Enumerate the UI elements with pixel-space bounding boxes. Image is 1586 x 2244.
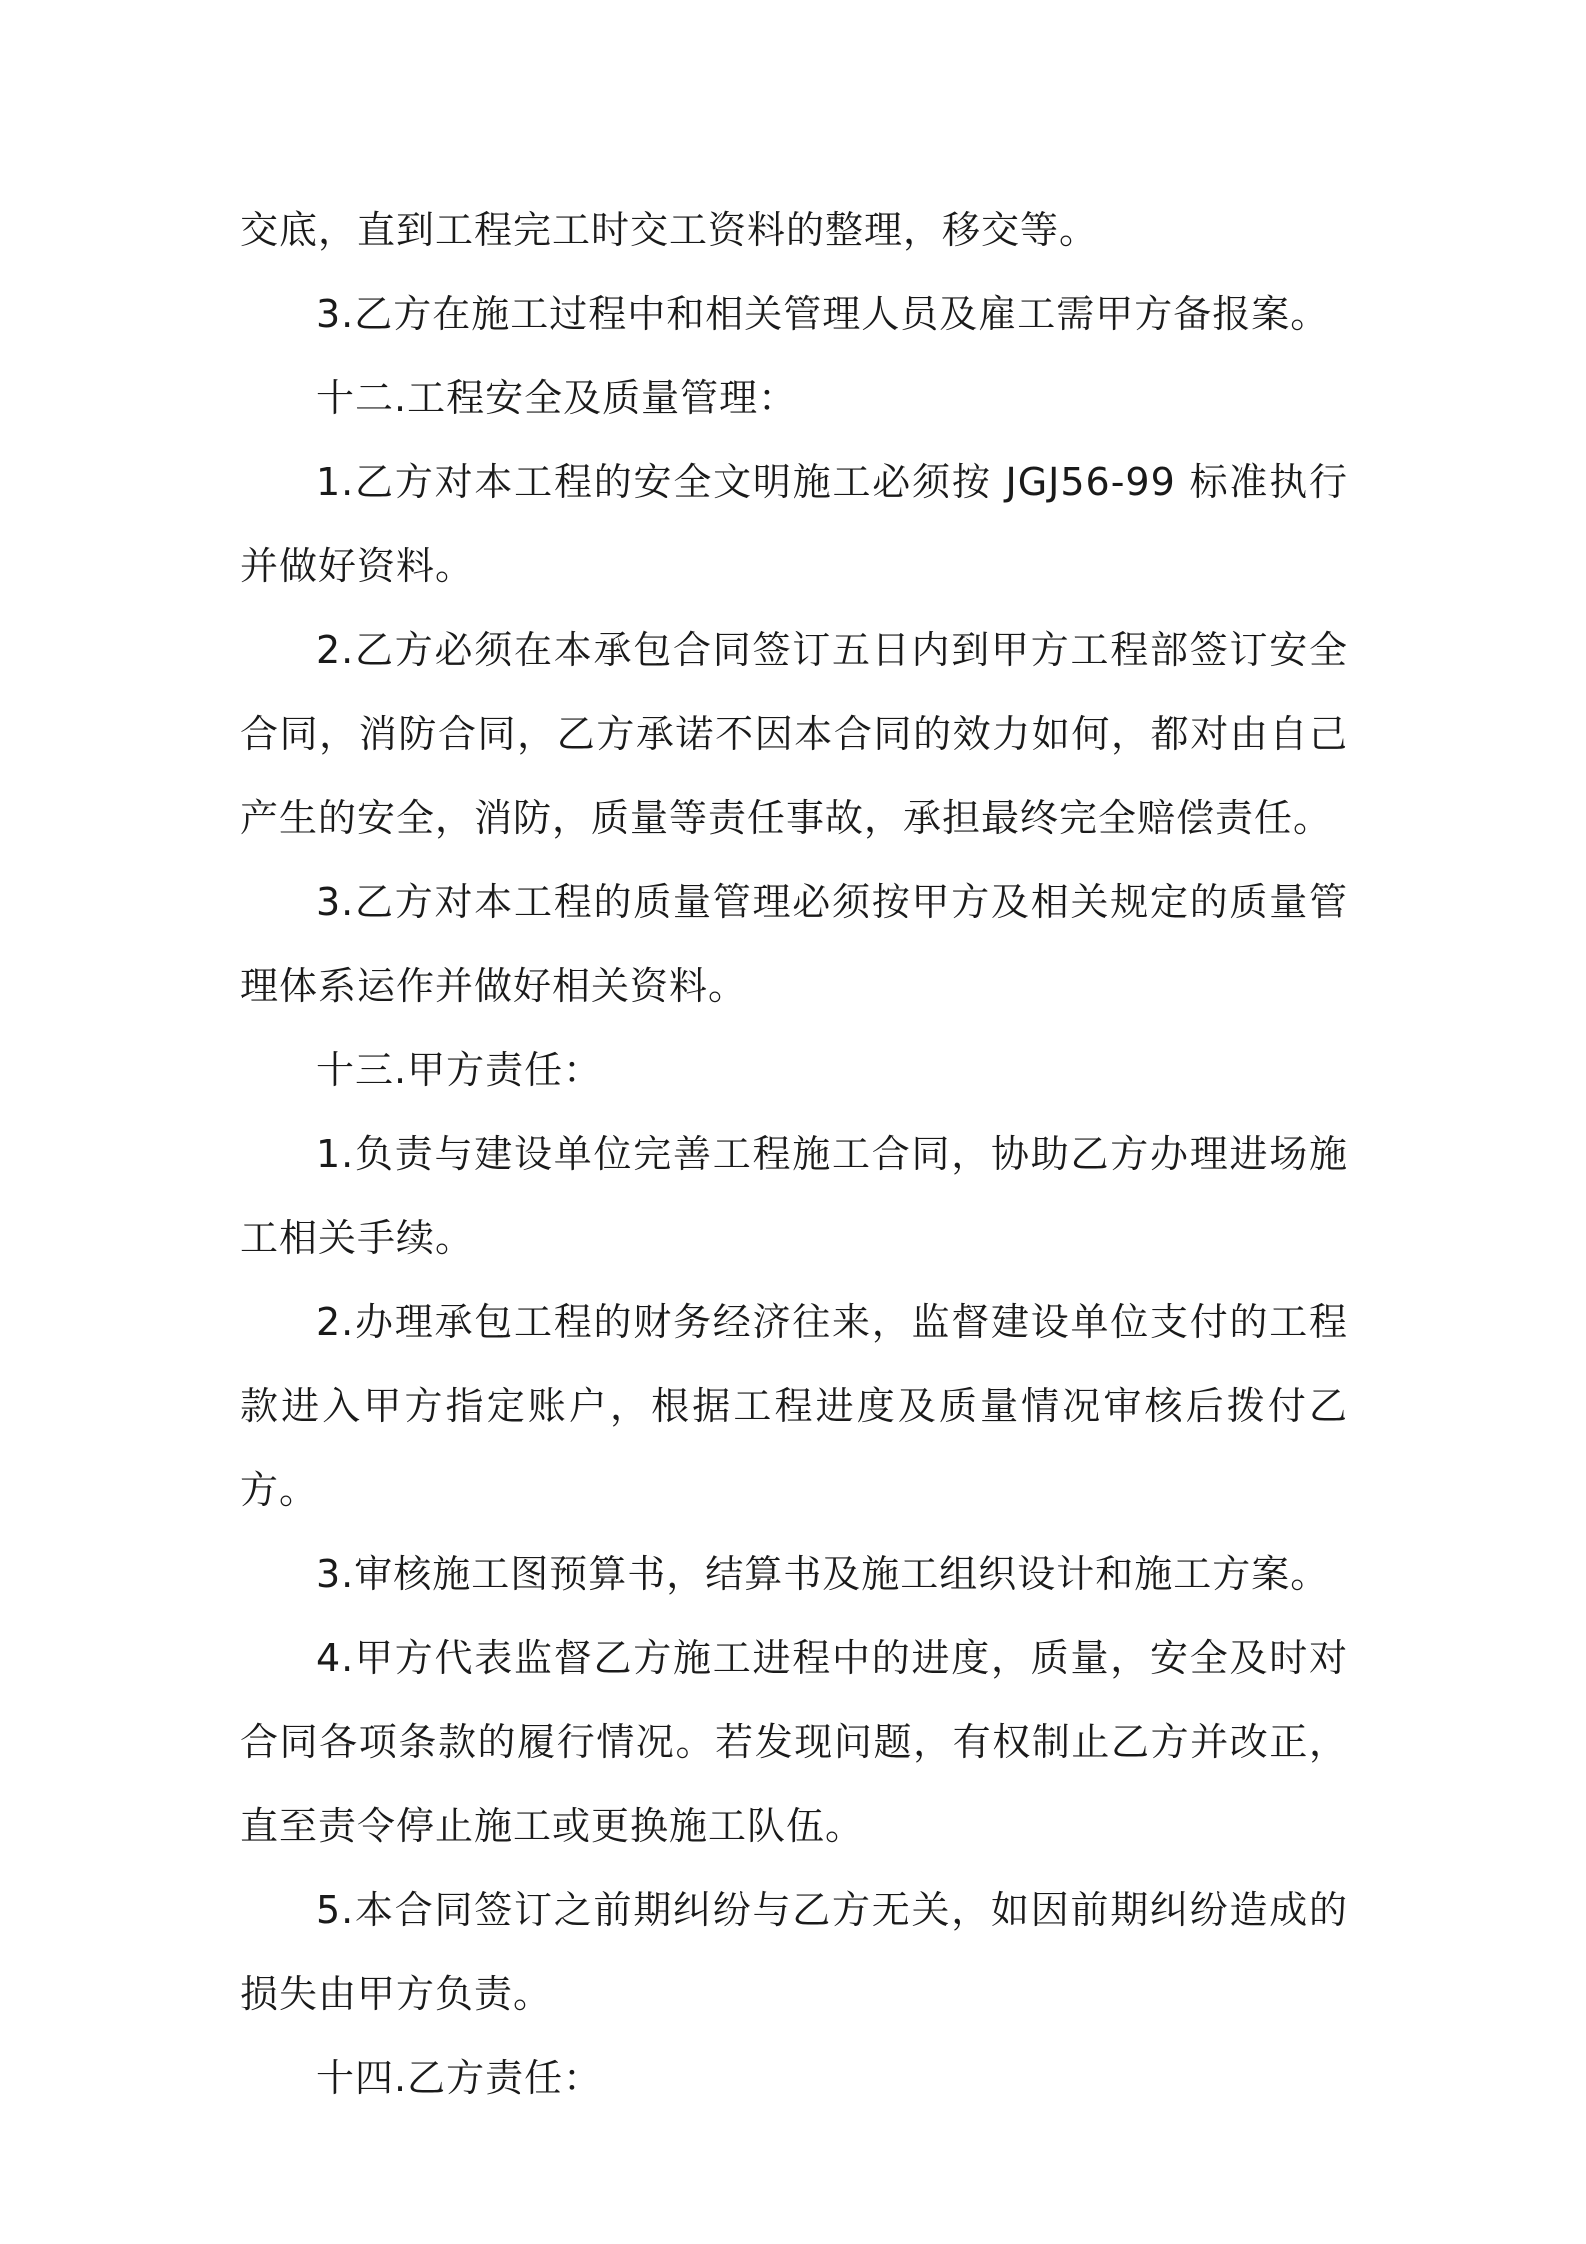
clause-13-5: 5.本合同签订之前期纠纷与乙方无关，如因前期纠纷造成的损失由甲方负责。 bbox=[240, 1888, 1348, 2016]
clause-13-3: 3.审核施工图预算书，结算书及施工组织设计和施工方案。 bbox=[316, 1552, 1330, 1596]
clause-13-1: 1.负责与建设单位完善工程施工合同，协助乙方办理进场施工相关手续。 bbox=[240, 1132, 1348, 1260]
clause-12-3: 3.乙方对本工程的质量管理必须按甲方及相关规定的质量管理体系运作并做好相关资料。 bbox=[240, 880, 1348, 1008]
clause-12-1: 1.乙方对本工程的安全文明施工必须按 JGJ56-99 标准执行并做好资料。 bbox=[240, 460, 1348, 588]
clause-13-4: 4.甲方代表监督乙方施工进程中的进度，质量，安全及时对合同各项条款的履行情况。若发现问题，有权制止乙方并改正，直至责令停止施工或更换施工队伍。 bbox=[240, 1636, 1348, 1848]
clause-12-2: 2.乙方必须在本承包合同签订五日内到甲方工程部签订安全合同，消防合同，乙方承诺不因本合同的效力如何，都对由自己产生的安全，消防，质量等责任事故，承担最终完全赔偿责任。 bbox=[240, 628, 1348, 840]
paragraph-continuation: 交底，直到工程完工时交工资料的整理，移交等。 bbox=[240, 208, 1099, 252]
section-heading-13: 十三.甲方责任： bbox=[316, 1048, 603, 1092]
clause-11-3: 3.乙方在施工过程中和相关管理人员及雇工需甲方备报案。 bbox=[316, 292, 1330, 336]
clause-13-2: 2.办理承包工程的财务经济往来，监督建设单位支付的工程款进入甲方指定账户，根据工程进度及质量情况审核后拨付乙方。 bbox=[240, 1300, 1348, 1512]
document-body bbox=[240, 188, 1348, 2120]
section-heading-14: 十四.乙方责任： bbox=[316, 2056, 603, 2100]
section-heading-12: 十二.工程安全及质量管理： bbox=[316, 376, 798, 420]
